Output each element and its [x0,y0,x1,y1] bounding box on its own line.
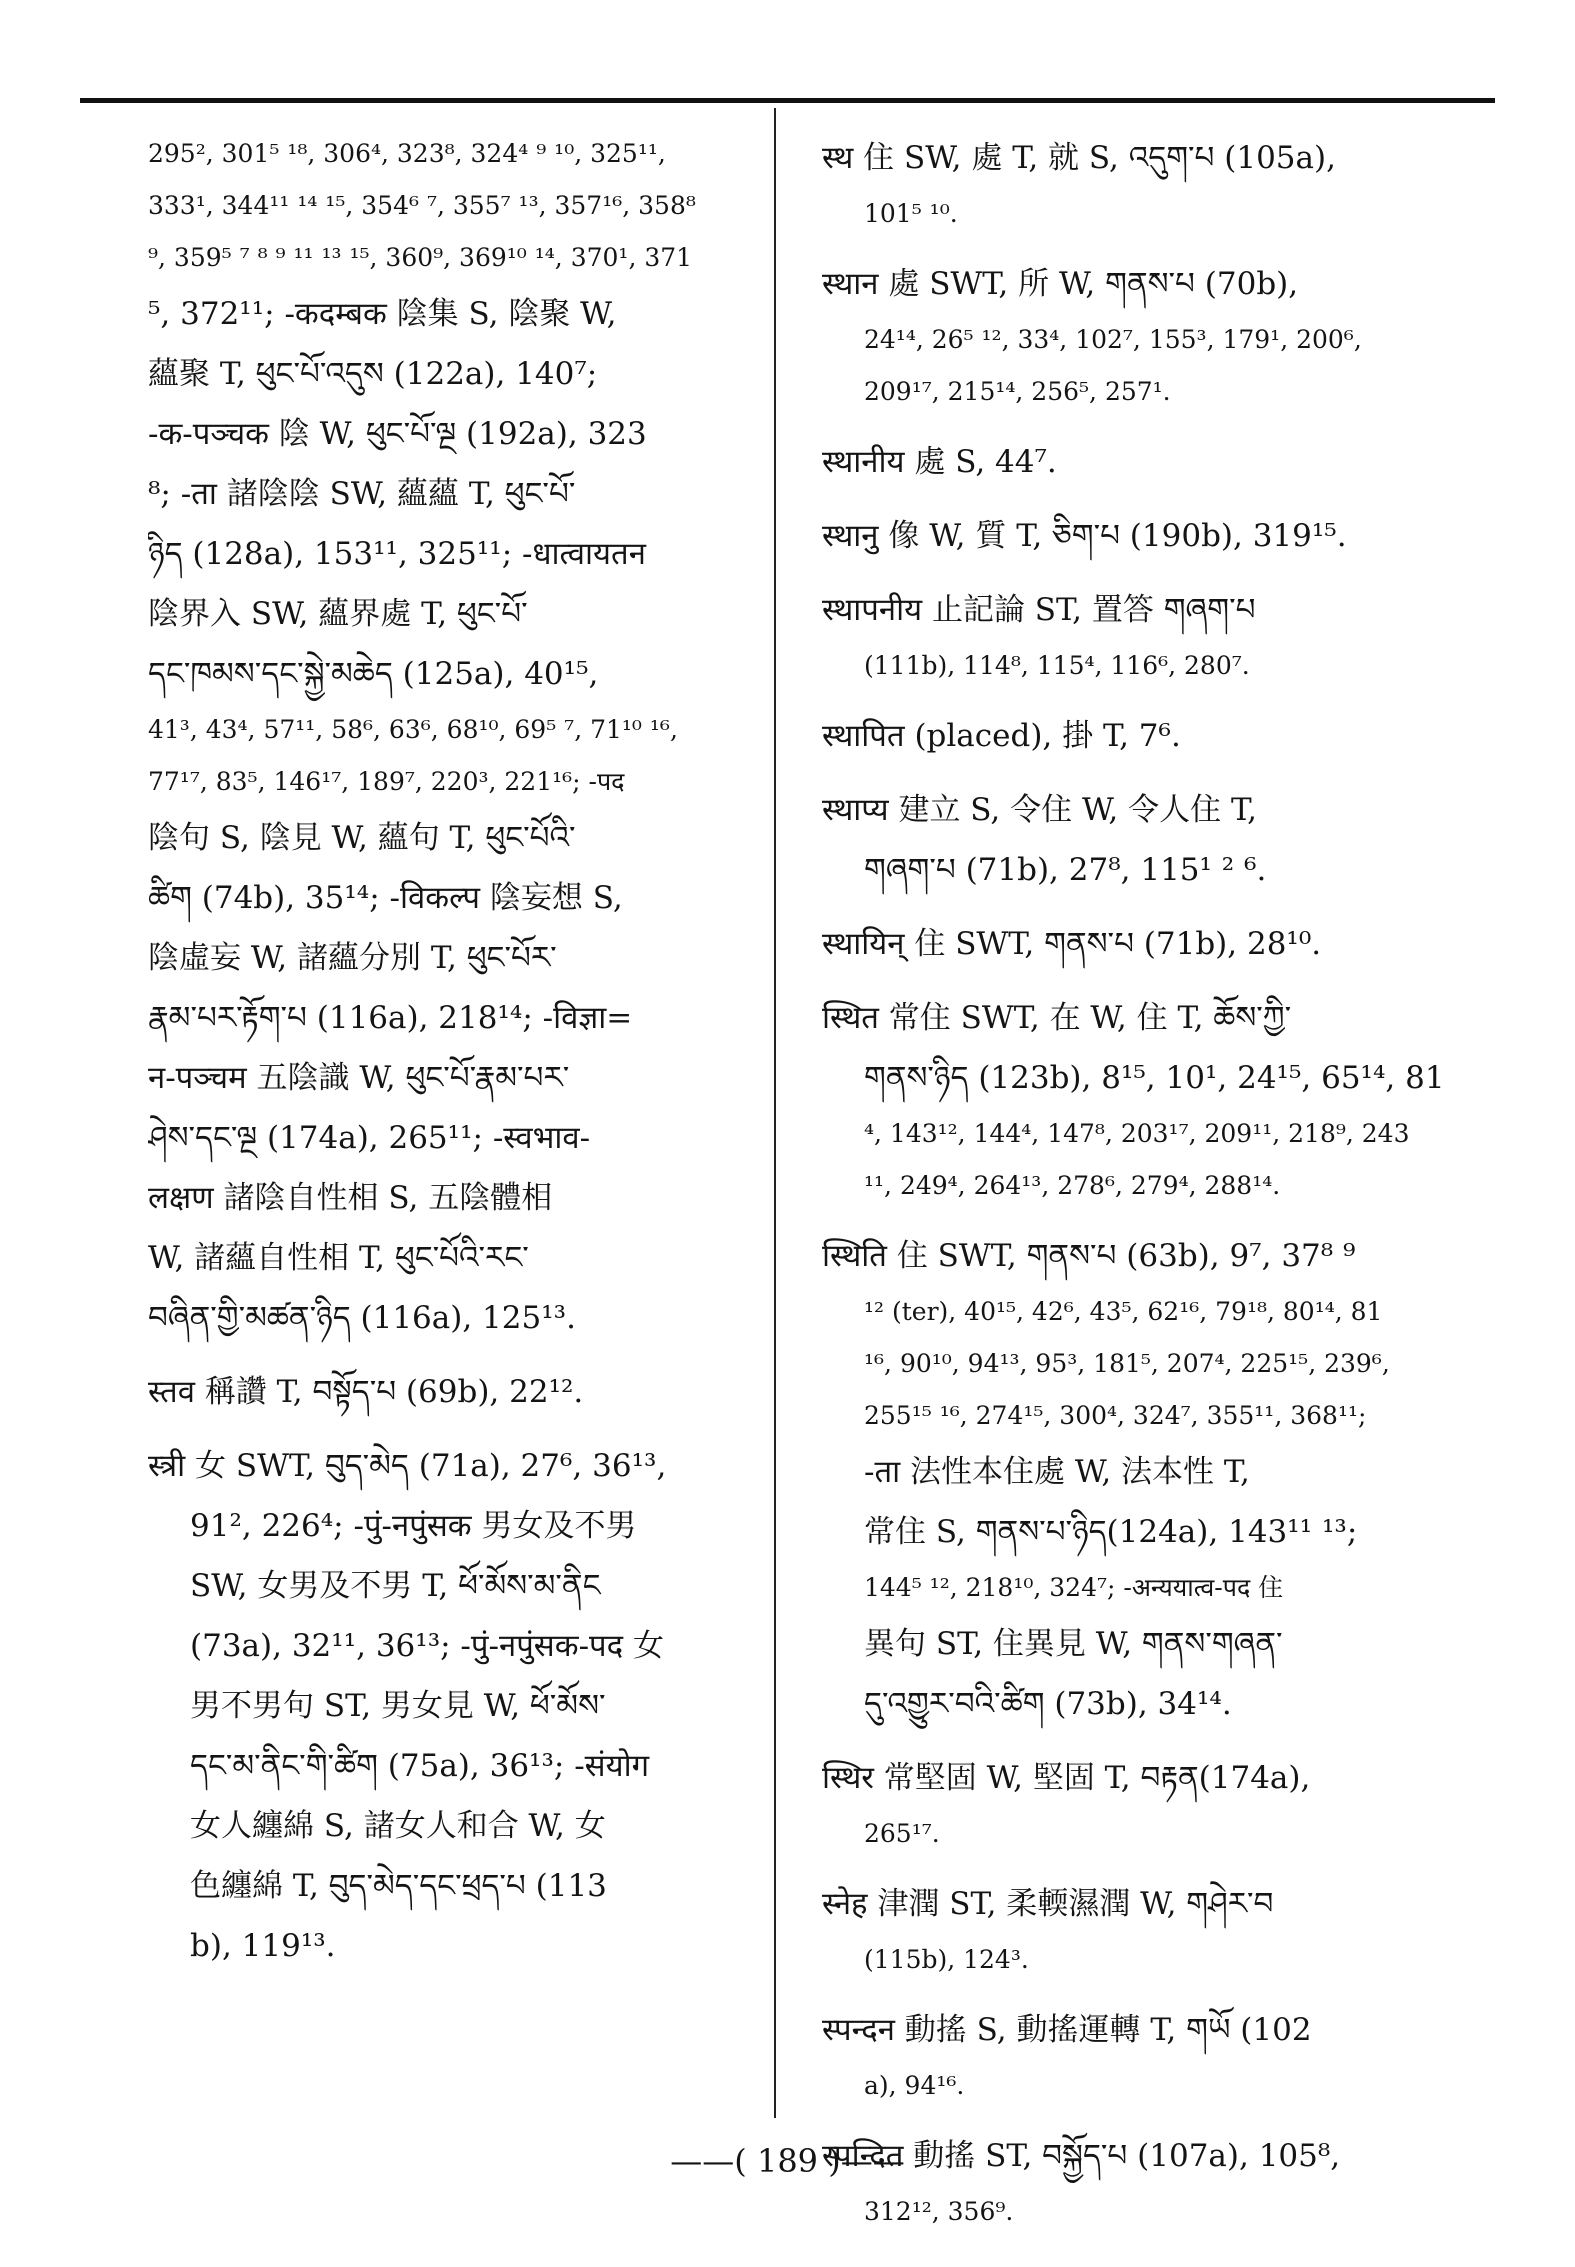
dictionary-entry [822,988,1462,1212]
right-column [822,128,1462,2252]
entry-line: स्थान 處 SWT, 所 W, གནས་པ (70b), [822,266,1299,302]
entry-line: ⁵, 372¹¹; -कदम्बक 陰集 S, 陰聚 W, [148,296,617,332]
dictionary-entry [148,1362,738,1422]
left-column [148,128,738,1990]
entry-line: स्थायिन् 住 SWT, གནས་པ (71b), 28¹⁰. [822,926,1322,962]
dictionary-entry [822,1226,1462,1734]
column-divider [774,108,776,2118]
top-rule [80,98,1495,103]
entry-line: स्थित 常住 SWT, 在 W, 住 T, ཆོས་ཀྱི་ [822,1000,1292,1036]
dictionary-entry [822,706,1462,766]
entry-line: དུ་འགྱུར་བའི་ཚིག (73b), 34¹⁴. [864,1686,1232,1722]
entry-line: स्थापित (placed), 掛 T, 7⁶. [822,718,1181,754]
dictionary-entry [822,128,1462,240]
entry-line: ¹⁶, 90¹⁰, 94¹³, 95³, 181⁵, 207⁴, 225¹⁵, 239⁶, [864,1349,1390,1378]
entry-line: 陰句 S, 陰見 W, 蘊句 T, ཕུང་པོའི་ [148,820,576,856]
entry-line: 295², 301⁵ ¹⁸, 306⁴, 323⁸, 324⁴ ⁹ ¹⁰, 325¹¹, [148,139,666,168]
entry-line: ཉིད (128a), 153¹¹, 325¹¹; -धात्वायतन [148,536,646,572]
entry-line: 陰虛妄 W, 諸蘊分別 T, ཕུང་པོར་ [148,940,557,976]
entry-line: 144⁵ ¹², 218¹⁰, 324⁷; -अन्ययात्व-पद 住 [864,1573,1284,1602]
entry-line: 209¹⁷, 215¹⁴, 256⁵, 257¹. [864,377,1171,406]
dictionary-entry [822,1874,1462,1986]
entry-line: གནས་ཉིད (123b), 8¹⁵, 10¹, 24¹⁵, 65¹⁴, 81 [864,1060,1445,1096]
entry-line: स्थिर 常堅固 W, 堅固 T, བརྟན(174a), [822,1760,1311,1796]
entry-line: (115b), 124³. [864,1945,1029,1974]
entry-line: स्तव 稱讚 T, བསྟོད་པ (69b), 22¹². [148,1374,584,1410]
dictionary-entry [148,128,738,1348]
entry-line: 男不男句 ST, 男女見 W, ཕོ་མོས་ [190,1688,606,1724]
entry-line: (111b), 114⁸, 115⁴, 116⁶, 280⁷. [864,651,1250,680]
entry-line: स्पन्दन 動搖 S, 動搖運轉 T, གཡོ (102 [822,2012,1312,2048]
dictionary-entry [822,780,1462,900]
entry-line: SW, 女男及不男 T, ཕོ་མོས་མ་ནིང [190,1568,601,1604]
entry-line: 色纏綿 T, བུད་མེད་དང་ཕྲད་པ (113 [190,1868,607,1904]
entry-line: 24¹⁴, 26⁵ ¹², 33⁴, 102⁷, 155³, 179¹, 200⁶, [864,325,1362,354]
dictionary-entry [822,1748,1462,1860]
page-number: ——( 189 )—— [670,2142,905,2180]
entry-line: (73a), 32¹¹, 36¹³; -पुं-नपुंसक-पद 女 [190,1628,664,1664]
entry-line: 255¹⁵ ¹⁶, 274¹⁵, 300⁴, 324⁷, 355¹¹, 368¹¹; [864,1401,1367,1430]
dictionary-entry [148,1436,738,1976]
entry-line: स्थाप्य 建立 S, 令住 W, 令人住 T, [822,792,1257,828]
entry-line: न-पञ्चम 五陰識 W, ཕུང་པོ་རྣམ་པར་ [148,1060,570,1096]
entry-line: a), 94¹⁶. [864,2071,965,2100]
entry-line: 91², 226⁴; -पुं-नपुंसक 男女及不男 [190,1508,637,1544]
entry-line: स्पन्दित 動搖 ST, བསྐྱོད་པ (107a), 105⁸, [822,2138,1341,2174]
entry-line: W, 諸蘊自性相 T, ཕུང་པོའི་རང་ [148,1240,529,1276]
entry-line: स्नेह 津潤 ST, 柔輭濕潤 W, གཤེར་བ [822,1886,1274,1922]
entry-line: 41³, 43⁴, 57¹¹, 58⁶, 63⁶, 68¹⁰, 69⁵ ⁷, 71¹⁰ ¹⁶, [148,715,678,744]
entry-line: ⁴, 143¹², 144⁴, 147⁸, 203¹⁷, 209¹¹, 218⁹, 243 [864,1119,1410,1148]
entry-line: 265¹⁷. [864,1819,940,1848]
entry-line: 常住 S, གནས་པ་ཉིད(124a), 143¹¹ ¹³; [864,1514,1358,1550]
entry-line: དང་ཁམས་དང་སྐྱེ་མཆེད (125a), 40¹⁵, [148,656,599,692]
entry-line: 蘊聚 T, ཕུང་པོ་འདུས (122a), 140⁷; [148,356,598,392]
entry-line: स्थापनीय 止記論 ST, 置答 གཞག་པ [822,592,1256,628]
entry-line: 101⁵ ¹⁰. [864,199,958,228]
dictionary-entry [822,914,1462,974]
entry-line: དང་མ་ནིང་གི་ཚིག (75a), 36¹³; -संयोग [190,1748,650,1784]
entry-line: ཚིག (74b), 35¹⁴; -विकल्प 陰妄想 S, [148,880,623,916]
entry-line: 女人纏綿 S, 諸女人和合 W, 女 [190,1808,606,1844]
entry-line: 333¹, 344¹¹ ¹⁴ ¹⁵, 354⁶ ⁷, 355⁷ ¹³, 357¹⁶, 358⁸ [148,191,696,220]
entry-line: स्थिति 住 SWT, གནས་པ (63b), 9⁷, 37⁸ ⁹ [822,1238,1356,1274]
entry-line: 312¹², 356⁹. [864,2197,1014,2226]
entry-line: ⁹, 359⁵ ⁷ ⁸ ⁹ ¹¹ ¹³ ¹⁵, 360⁹, 369¹⁰ ¹⁴, 370¹, 371 [148,243,693,272]
dictionary-entry [822,506,1462,566]
dictionary-entry [822,580,1462,692]
entry-line: རྣམ་པར་རྟོག་པ (116a), 218¹⁴; -विज्ञा= [148,1000,633,1036]
entry-line: b), 119¹³. [190,1928,336,1964]
entry-line: ⁸; -ता 諸陰陰 SW, 蘊蘊 T, ཕུང་པོ་ [148,476,576,512]
entry-line: स्थानीय 處 S, 44⁷. [822,444,1057,480]
entry-line: 異句 ST, 住異見 W, གནས་གཞན་ [864,1626,1283,1662]
dictionary-entry [822,2000,1462,2112]
dictionary-entry [822,254,1462,418]
entry-line: स्थ 住 SW, 處 T, 就 S, འདུག་པ (105a), [822,140,1336,176]
entry-line: ཤེས་དང་ལྔ (174a), 265¹¹; -स्वभाव- [148,1120,591,1156]
entry-line: 77¹⁷, 83⁵, 146¹⁷, 189⁷, 220³, 221¹⁶; -पद [148,767,625,796]
entry-line: -क-पञ्चक 陰 W, ཕུང་པོ་ལྔ (192a), 323 [148,416,647,452]
dictionary-entry [822,432,1462,492]
entry-line: स्थानु 像 W, 質 T, ཅིག་པ (190b), 319¹⁵. [822,518,1347,554]
entry-line: 陰界入 SW, 蘊界處 T, ཕུང་པོ་ [148,596,528,632]
entry-line: ¹² (ter), 40¹⁵, 42⁶, 43⁵, 62¹⁶, 79¹⁸, 80¹⁴, 81 [864,1297,1383,1326]
entry-line: स्त्री 女 SWT, བུད་མེད (71a), 27⁶, 36¹³, [148,1448,667,1484]
entry-line: लक्षण 諸陰自性相 S, 五陰體相 [148,1180,553,1216]
entry-line: ¹¹, 249⁴, 264¹³, 278⁶, 279⁴, 288¹⁴. [864,1171,1281,1200]
entry-line: གཞག་པ (71b), 27⁸, 115¹ ² ⁶. [864,852,1267,888]
entry-line: བཞིན་གྱི་མཚན་ཉིད (116a), 125¹³. [148,1300,576,1336]
entry-line: -ता 法性本住處 W, 法本性 T, [864,1454,1250,1490]
